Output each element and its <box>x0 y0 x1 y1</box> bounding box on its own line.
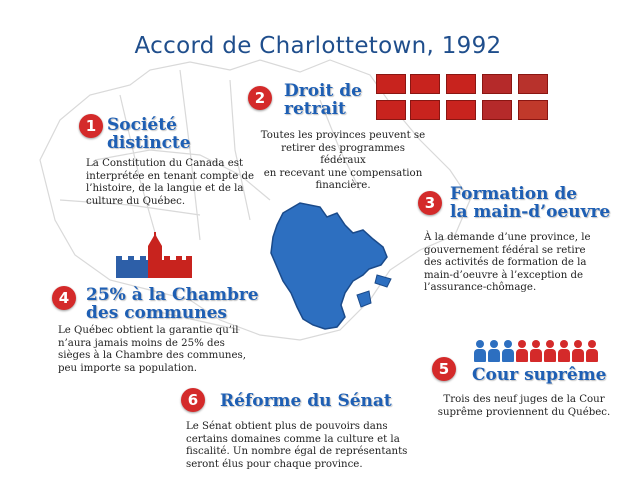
provincial-flags-icon <box>376 74 556 126</box>
section-number-2: 2 <box>248 86 272 110</box>
section-heading-cour-supreme: Cour suprême <box>472 365 607 385</box>
section-heading-formation-main-doeuvre: Formation de la main-d’oeuvre <box>450 184 611 222</box>
page-title: Accord de Charlottetown, 1992 <box>134 33 502 59</box>
judge-quebec <box>488 340 500 362</box>
judge-other <box>530 340 542 362</box>
section-text-societe-distincte: La Constitution du Canada est interprétée en tenant compte de l’histoire, de la langue et de la culture du Québec. <box>86 158 255 207</box>
judge-other <box>544 340 556 362</box>
supreme-court-judges-icon <box>474 340 600 364</box>
quebec-map-icon <box>265 195 395 345</box>
judge-other <box>572 340 584 362</box>
section-number-6: 6 <box>181 388 205 412</box>
section-number-3: 3 <box>418 191 442 215</box>
section-text-chambre-des-communes: Le Québec obtient la garantie qu’il n’aura jamais moins de 25% des sièges à la Chambre des communes, peu importe sa population. <box>58 325 246 374</box>
section-number-1: 1 <box>79 114 103 138</box>
section-number-5: 5 <box>432 357 456 381</box>
judge-other <box>516 340 528 362</box>
judge-other <box>586 340 598 362</box>
judge-other <box>558 340 570 362</box>
section-text-droit-de-retrait: Toutes les provinces peuvent se retirer des programmes fédéraux en recevant une compensation financière. <box>260 130 426 192</box>
parliament-building-icon <box>114 232 194 278</box>
section-heading-societe-distincte: Société distincte <box>107 115 191 153</box>
section-text-cour-supreme: Trois des neuf juges de la Cour suprême proviennent du Québec. <box>437 394 611 418</box>
section-text-formation-main-doeuvre: À la demande d’une province, le gouvernement fédéral se retire des activités de formation de la main-d’oeuvre à l’exception de l’assurance-chômage. <box>424 232 591 294</box>
section-text-reforme-du-senat: Le Sénat obtient plus de pouvoirs dans certains domaines comme la culture et la fiscalité. Un nombre égal de représentants seront élus pour chaque province. <box>186 421 408 470</box>
section-heading-droit-de-retrait: Droit de retrait <box>284 81 362 119</box>
section-number-4: 4 <box>52 286 76 310</box>
judge-quebec <box>502 340 514 362</box>
section-heading-reforme-du-senat: Réforme du Sénat <box>220 391 392 411</box>
section-heading-chambre-des-communes: 25% à la Chambre des communes <box>86 285 259 323</box>
judge-quebec <box>474 340 486 362</box>
